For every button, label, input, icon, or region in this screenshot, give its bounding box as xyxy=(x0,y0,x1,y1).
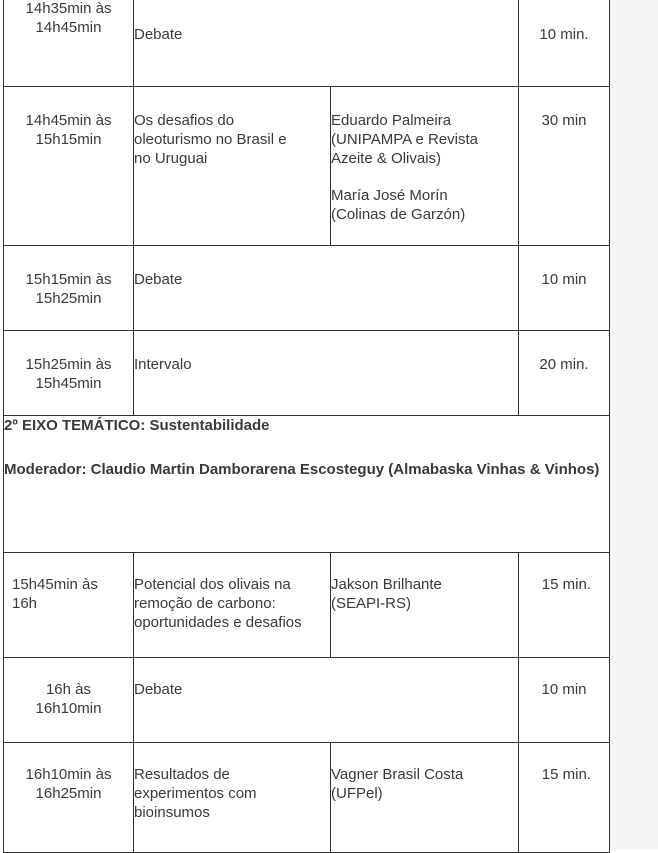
speaker-affiliation: (Colinas de Garzón) xyxy=(331,206,466,223)
table-row xyxy=(4,743,610,853)
topic-cell xyxy=(134,743,331,853)
section-cell xyxy=(4,416,610,553)
topic-text: bioinsumos xyxy=(134,804,210,821)
duration-cell xyxy=(519,246,610,331)
time-cell xyxy=(4,743,134,853)
duration-text: 15 min. xyxy=(541,766,591,783)
duration-text: 10 min xyxy=(541,681,587,698)
duration-text: 20 min. xyxy=(539,356,589,373)
speaker-affiliation: (SEAPI-RS) xyxy=(331,595,412,612)
speaker-affiliation: Azeite & Olivais) xyxy=(331,150,442,167)
time-text: 14h45min xyxy=(35,19,102,36)
topic-text: Debate xyxy=(134,271,183,288)
section-row xyxy=(4,416,610,553)
time-text: 15h45min xyxy=(35,375,102,392)
time-text: 15h45min às xyxy=(12,576,98,593)
speaker-block xyxy=(331,765,518,803)
duration-cell xyxy=(519,743,610,853)
time-text: 15h15min xyxy=(35,131,102,148)
duration-cell xyxy=(519,331,610,416)
time-cell xyxy=(4,0,134,87)
time-text: 15h15min às xyxy=(25,271,112,288)
speaker-affiliation: (UFPel) xyxy=(331,785,383,802)
speaker-name: Eduardo Palmeira xyxy=(331,112,452,129)
topic-text: no Uruguai xyxy=(134,150,208,167)
time-cell xyxy=(4,87,134,246)
speaker-affiliation: (UNIPAMPA e Revista xyxy=(331,131,478,148)
topic-cell xyxy=(134,0,519,87)
table-row xyxy=(4,246,610,331)
time-text: 14h35min às xyxy=(25,0,112,17)
duration-text: 15 min. xyxy=(541,576,591,593)
table-row xyxy=(4,331,610,416)
topic-cell xyxy=(134,246,519,331)
moderator-text: Moderador: Claudio Martin Damborarena Escosteguy (Almabaska Vinhas & Vinhos) xyxy=(4,461,600,478)
time-cell xyxy=(4,553,134,658)
table-row xyxy=(4,87,610,246)
topic-text: remoção de carbono: xyxy=(134,595,276,612)
topic-cell xyxy=(134,553,331,658)
time-cell xyxy=(4,331,134,416)
topic-text: Potencial dos olivais na xyxy=(134,576,291,593)
section-title: 2º EIXO TEMÁTICO: Sustentabilidade xyxy=(4,417,270,434)
duration-text: 10 min. xyxy=(539,26,589,43)
speaker-block xyxy=(331,111,518,168)
topic-text: oleoturismo no Brasil e xyxy=(134,131,287,148)
topic-cell xyxy=(134,658,519,743)
topic-text: Os desafios do xyxy=(134,112,235,129)
speaker-cell xyxy=(331,553,519,658)
speaker-name: Jakson Brilhante xyxy=(331,576,442,593)
topic-text: Intervalo xyxy=(134,356,192,373)
duration-cell xyxy=(519,0,610,87)
time-cell xyxy=(4,246,134,331)
time-text: 16h25min xyxy=(35,785,102,802)
page-margin-background xyxy=(609,0,658,849)
duration-text: 10 min xyxy=(541,271,587,288)
time-text: 14h45min às xyxy=(25,112,112,129)
speaker-name: Vagner Brasil Costa xyxy=(331,766,464,783)
duration-cell xyxy=(519,658,610,743)
time-cell xyxy=(4,658,134,743)
topic-text: experimentos com xyxy=(134,785,257,802)
time-text: 16h10min às xyxy=(25,766,112,783)
table-row xyxy=(4,553,610,658)
topic-text: Resultados de xyxy=(134,766,230,783)
topic-cell xyxy=(134,87,331,246)
time-text: 16h10min xyxy=(35,700,102,717)
topic-text: oportunidades e desafios xyxy=(134,614,302,631)
duration-cell xyxy=(519,553,610,658)
duration-cell xyxy=(519,87,610,246)
time-text: 16h às xyxy=(45,681,92,698)
speaker-name: María José Morín xyxy=(331,187,448,204)
time-text: 15h25min às xyxy=(25,356,112,373)
topic-text: Debate xyxy=(134,26,183,43)
topic-text: Debate xyxy=(134,681,183,698)
speaker-cell xyxy=(331,743,519,853)
table-row xyxy=(4,658,610,743)
speaker-cell xyxy=(331,87,519,246)
time-text: 15h25min xyxy=(35,290,102,307)
schedule-table xyxy=(3,0,610,853)
duration-text: 30 min xyxy=(541,112,587,129)
speaker-block xyxy=(331,575,518,613)
table-row xyxy=(4,0,610,87)
topic-cell xyxy=(134,331,519,416)
speaker-block xyxy=(331,186,518,224)
time-text: 16h xyxy=(12,595,38,612)
